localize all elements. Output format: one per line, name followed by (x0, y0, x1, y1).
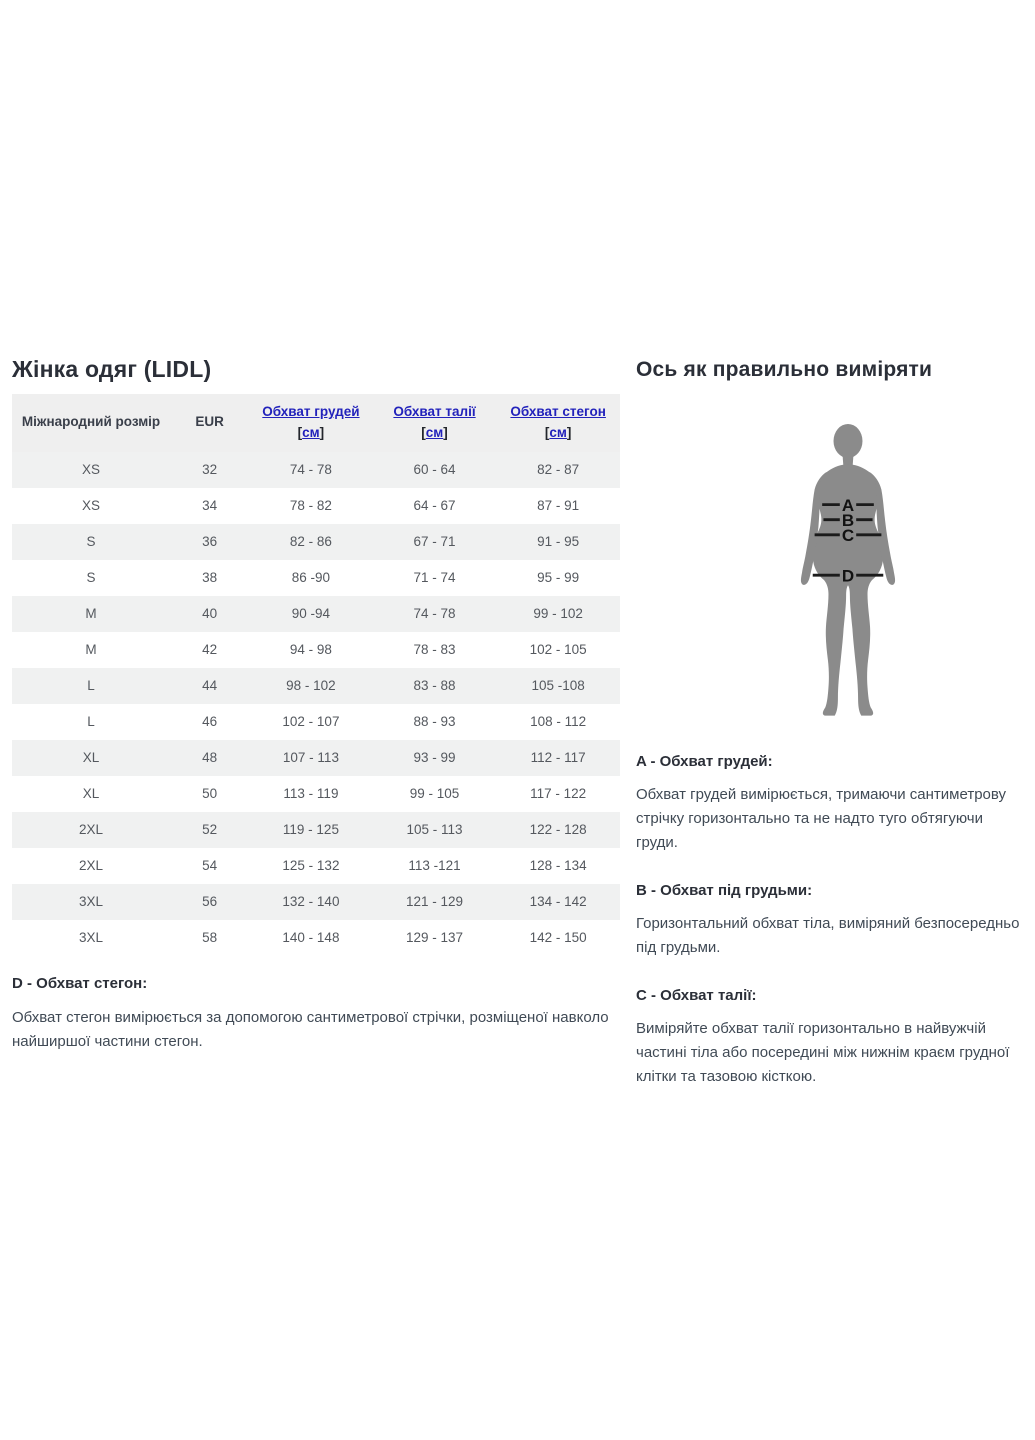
waist-unit-link[interactable]: см (425, 424, 444, 440)
hips-column-link[interactable]: Обхват стегон (510, 404, 606, 419)
column-header-chest (249, 394, 373, 452)
cell-size: 2XL (12, 812, 170, 848)
table-row (12, 884, 620, 920)
cell-size: L (87, 714, 95, 730)
cell-hips: 102 - 105 (529, 642, 587, 658)
cell-size: L (12, 668, 170, 704)
cell-chest: 125 - 132 (282, 858, 340, 874)
cell-hips: 122 - 128 (496, 812, 620, 848)
cell-chest: 94 - 98 (289, 642, 332, 658)
hips-note-label: D - Обхват стегон: (12, 974, 148, 992)
column-header-size: Міжнародний розмір (12, 394, 170, 452)
cell-hips: 82 - 87 (496, 452, 620, 488)
label-d: D (841, 566, 855, 586)
cell-chest: 119 - 125 (249, 812, 373, 848)
table-row (12, 452, 620, 488)
table-row (12, 848, 620, 884)
guide-section (636, 753, 1024, 855)
guide-section-text: Горизонтальний обхват тіла, виміряний безпосередньо під грудьми. (636, 915, 1020, 956)
cell-eur: 36 (170, 524, 249, 560)
cell-chest: 90 -94 (249, 596, 373, 632)
female-silhouette-icon (785, 424, 911, 720)
column-header-eur: EUR (170, 394, 249, 452)
cell-eur: 54 (202, 858, 218, 874)
table-row (12, 704, 620, 740)
cell-size: S (86, 570, 96, 586)
cell-waist: 105 - 113 (373, 812, 497, 848)
size-table-body (12, 452, 620, 956)
cell-chest: 82 - 86 (249, 524, 373, 560)
guide-section-label: C - Обхват талії: (636, 987, 757, 1004)
cell-hips: 117 - 122 (530, 786, 587, 802)
guide-section-label: A - Обхват грудей: (636, 753, 773, 770)
cell-size: 2XL (79, 858, 104, 874)
cell-chest: 98 - 102 (249, 668, 373, 704)
cell-size: 3XL (79, 930, 104, 946)
cell-hips: 142 - 150 (529, 930, 587, 946)
table-row (12, 596, 620, 632)
size-table-header (12, 394, 620, 452)
table-row (12, 776, 620, 812)
chest-column-link[interactable]: Обхват грудей (262, 404, 360, 419)
cell-hips: 87 - 91 (537, 498, 580, 514)
cell-size: 3XL (12, 884, 170, 920)
cell-eur: 58 (202, 930, 218, 946)
waist-column-link[interactable]: Обхват талії (393, 404, 476, 419)
table-row (12, 560, 620, 596)
cell-chest: 107 - 113 (249, 740, 373, 776)
cell-size: M (12, 596, 170, 632)
chest-unit: [см] (297, 424, 325, 440)
table-row (12, 632, 620, 668)
cell-waist: 60 - 64 (373, 452, 497, 488)
measure-guide-sections (636, 753, 1024, 1089)
cell-waist: 129 - 137 (406, 930, 464, 946)
cell-chest: 78 - 82 (289, 498, 332, 514)
table-row (12, 488, 620, 524)
size-chart-panel (12, 356, 620, 1054)
cell-eur: 56 (170, 884, 249, 920)
cell-hips: 105 -108 (496, 668, 620, 704)
cell-hips: 128 - 134 (529, 858, 587, 874)
measure-guide-title: Ось як правильно виміряти (636, 358, 933, 381)
cell-chest: 74 - 78 (249, 452, 373, 488)
guide-section (636, 882, 1024, 960)
cell-waist: 78 - 83 (413, 642, 456, 658)
cell-size: S (12, 524, 170, 560)
guide-section-text: Обхват грудей вимірюється, тримаючи сантиметрову стрічку горизонтально та не надто туго обтягуючи груди. (636, 786, 1007, 851)
label-a: A (841, 495, 855, 515)
cell-waist: 113 -121 (408, 858, 461, 874)
column-header-waist (373, 394, 497, 452)
cell-chest: 140 - 148 (282, 930, 340, 946)
cell-size: XL (12, 740, 170, 776)
cell-hips: 95 - 99 (537, 570, 580, 586)
cell-eur: 46 (202, 714, 218, 730)
table-row (12, 740, 620, 776)
body-figure (636, 424, 1024, 725)
cell-waist: 83 - 88 (373, 668, 497, 704)
cell-waist: 67 - 71 (373, 524, 497, 560)
cell-chest: 132 - 140 (249, 884, 373, 920)
cell-eur: 42 (202, 642, 218, 658)
column-header-hips (496, 394, 620, 452)
cell-chest: 113 - 119 (283, 786, 339, 802)
cell-chest: 102 - 107 (282, 714, 340, 730)
cell-eur: 38 (202, 570, 218, 586)
cell-hips: 112 - 117 (496, 740, 620, 776)
header-row (12, 394, 620, 452)
chest-unit-link[interactable]: см (302, 424, 320, 440)
cell-size: XS (82, 498, 101, 514)
cell-chest: 86 -90 (291, 570, 331, 586)
table-row (12, 812, 620, 848)
measure-guide-panel (636, 358, 1024, 1089)
cell-hips: 99 - 102 (496, 596, 620, 632)
cell-eur: 32 (170, 452, 249, 488)
cell-size: M (85, 642, 97, 658)
size-table (12, 394, 620, 956)
cell-eur: 44 (170, 668, 249, 704)
cell-size: XS (12, 452, 170, 488)
hips-unit: [см] (544, 424, 572, 440)
guide-section-text: Виміряйте обхват талії горизонтально в найвужчій частині тіла або посередині між нижнім краєм грудної клітки та тазовою кісткою. (636, 1020, 1010, 1085)
label-c: C (841, 526, 855, 546)
cell-waist: 99 - 105 (409, 786, 460, 802)
cell-waist: 64 - 67 (413, 498, 456, 514)
cell-eur: 40 (170, 596, 249, 632)
cell-eur: 50 (202, 786, 218, 802)
cell-eur: 48 (170, 740, 249, 776)
table-row (12, 920, 620, 956)
size-chart-title: Жінка одяг (LIDL) (12, 356, 212, 382)
waist-unit: [см] (421, 424, 448, 440)
hips-note-text: Обхват стегон вимірюється за допомогою сантиметрової стрічки, розміщеної навколо найширшої частини стегон. (12, 1008, 609, 1050)
cell-hips: 91 - 95 (496, 524, 620, 560)
label-b: B (841, 511, 855, 531)
guide-section (636, 987, 1024, 1089)
cell-hips: 108 - 112 (530, 714, 587, 730)
cell-waist: 71 - 74 (413, 570, 456, 586)
cell-waist: 93 - 99 (373, 740, 497, 776)
cell-size: XL (82, 786, 100, 802)
table-row (12, 524, 620, 560)
hips-unit-link[interactable]: см (549, 424, 567, 440)
cell-eur: 52 (170, 812, 249, 848)
guide-section-label: B - Обхват під грудьми: (636, 882, 813, 899)
cell-hips: 134 - 142 (496, 884, 620, 920)
cell-waist: 74 - 78 (373, 596, 497, 632)
table-row (12, 668, 620, 704)
cell-eur: 34 (202, 498, 218, 514)
cell-waist: 88 - 93 (413, 714, 456, 730)
cell-waist: 121 - 129 (373, 884, 497, 920)
